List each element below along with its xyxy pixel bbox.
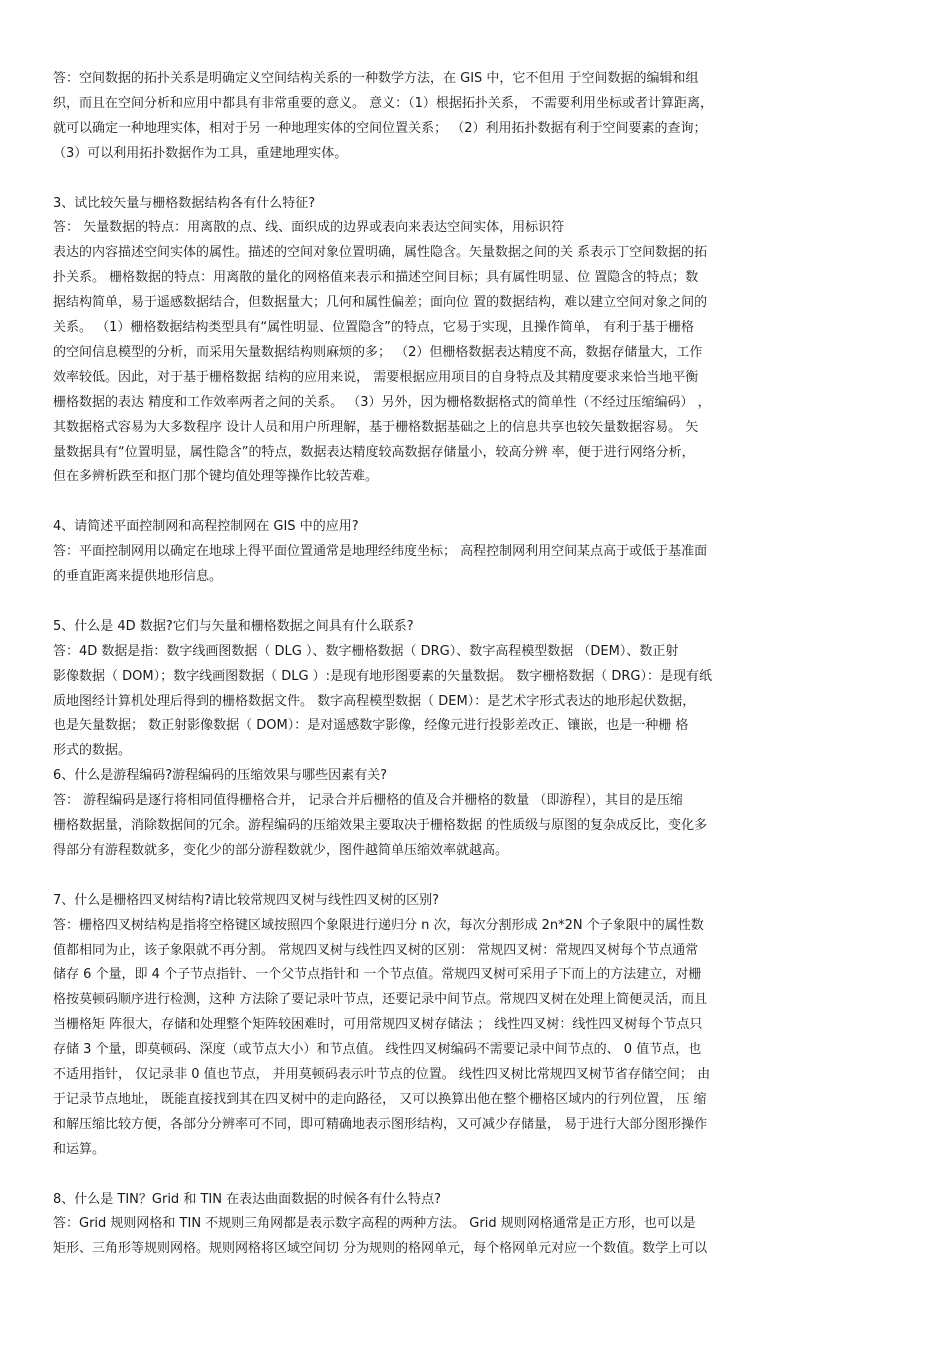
text-line: 其数据格式容易为大多数程序 设计人员和用户所理解，基于栅格数据基础之上的信息共享也较矢量数据容易。 矢 bbox=[53, 419, 699, 435]
text-line: 矩形、三角形等规则网格。规则网格将区域空间切 分为规则的格网单元，每个格网单元对应一个数值。数学上可以 bbox=[53, 1241, 708, 1257]
text-line: 关系。 （1）栅格数据结构类型具有“属性明显、位置隐含”的特点，它易于实现，且操作简单， 有利于基于栅格 bbox=[53, 320, 695, 335]
text-line: 和解压缩比较方便，各部分分辨率可不同，即可精确地表示图形结构，又可减少存储量， 易于进行大部分图形操作 bbox=[53, 1116, 708, 1132]
text-line: 栅格数据的表达 精度和工作效率两者之间的关系。 （3）另外，因为栅格数据格式的简单性（不经过压缩编码） ， bbox=[53, 394, 711, 410]
text-line: 质地图经计算机处理后得到的栅格数据文件。 数字高程模型数据（ DEM）：是艺术字形式表达的地形起伏数据， bbox=[53, 693, 696, 709]
text-line: 表达的内容描述空间实体的属性。描述的空间对象位置明确，属性隐含。矢量数据之间的关 系表示丁空间数据的拓 bbox=[53, 245, 708, 261]
text-line: 得部分有游程数就多，变化少的部分游程数就少，图件越简单压缩效率就越高。 bbox=[53, 842, 509, 858]
text-line: 格按莫顿码顺序进行检测，这种 方法除了要记录叶节点，还要记录中间节点。常规四叉树在处理上简便灵活，而且 bbox=[53, 992, 708, 1008]
text-line: 答： 矢量数据的特点：用离散的点、线、面织成的边界或表向来表达空间实体，用标识符 bbox=[53, 220, 565, 236]
text-line: 但在多辨析跌至和抠门那个键均值处理等操作比较苦难。 bbox=[53, 469, 379, 485]
text-line: 8、什么是 TIN？Grid 和 TIN 在表达曲面数据的时候各有什么特点? bbox=[53, 1191, 441, 1207]
text-line bbox=[53, 589, 898, 614]
text-line bbox=[53, 863, 898, 888]
text-line: 答： 游程编码是逐行将相同值得栅格合并， 记录合并后栅格的值及合并栅格的数量 （即游程），其目的是压缩 bbox=[53, 793, 683, 809]
text-line: 储存 6 个量，即 4 个子节点指针、一个父节点指针和 一个节点值。常规四叉树可采用子下而上的方法建立，对栅 bbox=[53, 967, 702, 983]
text-line: 值都相同为止，该子象限就不再分割。 常规四叉树与线性四叉树的区别： 常规四叉树：常规四叉树每个节点通常 bbox=[53, 942, 699, 958]
text-line: 栅格数据量，消除数据间的冗余。游程编码的压缩效果主要取决于栅格数据 的性质级与原图的复杂成反比，变化多 bbox=[53, 818, 708, 833]
text-line: 7、什么是栅格四叉树结构?请比较常规四叉树与线性四叉树的区别? bbox=[53, 892, 440, 908]
text-line: 答：平面控制网用以确定在地球上得平面位置通常是地理经纬度坐标； 高程控制网利用空间某点高于或低于基准面 bbox=[53, 544, 708, 560]
text-line: 5、什么是 4D 数据?它们与矢量和栅格数据之间具有什么联系? bbox=[53, 618, 414, 634]
text-line: 就可以确定一种地理实体，相对于另 一种地理实体的空间位置关系； （2）利用拓扑数据有利于空间要素的查询； bbox=[53, 120, 707, 136]
text-line: 答：4D 数据是指：数字线画图数据（ DLG ）、数字栅格数据（ DRG）、数字高程模型数据 （DEM）、数正射 bbox=[53, 643, 679, 659]
text-line: 6、什么是游程编码?游程编码的压缩效果与哪些因素有关? bbox=[53, 768, 388, 784]
text-line: 当栅格矩 阵很大，存储和处理整个矩阵较困难时，可用常规四叉树存储法 ； 线性四叉树：线性四叉树每个节点只 bbox=[53, 1017, 703, 1033]
text-line: 3、试比较矢量与栅格数据结构各有什么特征? bbox=[53, 195, 316, 211]
text-line: 答：栅格四叉树结构是指将空格键区域按照四个象限进行递归分 n 次，每次分割形成 2n*2N 个子象限中的属性数 bbox=[53, 917, 704, 933]
text-line: 扑关系。 栅格数据的特点：用离散的量化的网格值来表示和描述空间目标；具有属性明显、位 置隐含的特点；数 bbox=[53, 270, 699, 286]
text-line: 的垂直距离来提供地形信息。 bbox=[53, 569, 223, 584]
text-line: 答：Grid 规则网格和 TIN 不规则三角网都是表示数字高程的两种方法。 Grid 规则网格通常是正方形，也可以是 bbox=[53, 1216, 696, 1232]
text-line: 的空间信息模型的分析，而采用矢量数据结构则麻烦的多； （2）但栅格数据表达精度不高，数据存储量大，工作 bbox=[53, 344, 703, 360]
text-line: 也是矢量数据； 数正射影像数据（ DOM）：是对遥感数字影像，经像元进行投影差改正、镶嵌，也是一种栅 格 bbox=[53, 718, 689, 734]
text-line: 影像数据（ DOM）；数字线画图数据（ DLG ）:是现有地形图要素的矢量数据。 数字栅格数据（ DRG）：是现有纸 bbox=[53, 668, 712, 684]
text-line bbox=[53, 1162, 898, 1187]
text-line bbox=[53, 489, 898, 514]
text-line: 存储 3 个量，即莫顿码、深度（或节点大小）和节点值。 线性四叉树编码不需要记录中间节点的、 0 值节点，也 bbox=[53, 1042, 702, 1058]
text-line: 形式的数据。 bbox=[53, 743, 132, 759]
text-line: 量数据具有“位置明显，属性隐含”的特点，数据表达精度较高数据存储量小，较高分辨 率，便于进行网络分析， bbox=[53, 444, 695, 460]
text-line: 和运算。 bbox=[53, 1141, 106, 1157]
text-line: 效率较低。因此，对于基于栅格数据 结构的应用来说， 需要根据应用项目的自身特点及其精度要求来恰当地平衡 bbox=[53, 369, 699, 385]
text-line: 据结构简单，易于遥感数据结合，但数据量大；几何和属性偏差；面向位 置的数据结构，难以建立空间对象之间的 bbox=[53, 295, 708, 311]
text-line: 于记录节点地址， 既能直接找到其在四叉树中的走向路径， 又可以换算出他在整个栅格区域内的行列位置， 压 缩 bbox=[53, 1091, 707, 1107]
text-line: 织，而且在空间分析和应用中都具有非常重要的意义。 意义：（1）根据拓扑关系， 不需要利用坐标或者计算距离， bbox=[53, 95, 714, 111]
text-line: （3）可以利用拓扑数据作为工具，重建地理实体。 bbox=[53, 145, 348, 161]
text-line: 答：空间数据的拓扑关系是明确定义空间结构关系的一种数学方法，在 GIS 中，它不但用 于空间数据的编辑和组 bbox=[53, 71, 699, 86]
text-line bbox=[53, 166, 898, 191]
text-line: 不适用指针， 仅记录非 0 值也节点， 并用莫顿码表示叶节点的位置。 线性四叉树比常规四叉树节省存储空间； 由 bbox=[53, 1067, 711, 1082]
text-line: 4、请简述平面控制网和高程控制网在 GIS 中的应用? bbox=[53, 519, 359, 535]
